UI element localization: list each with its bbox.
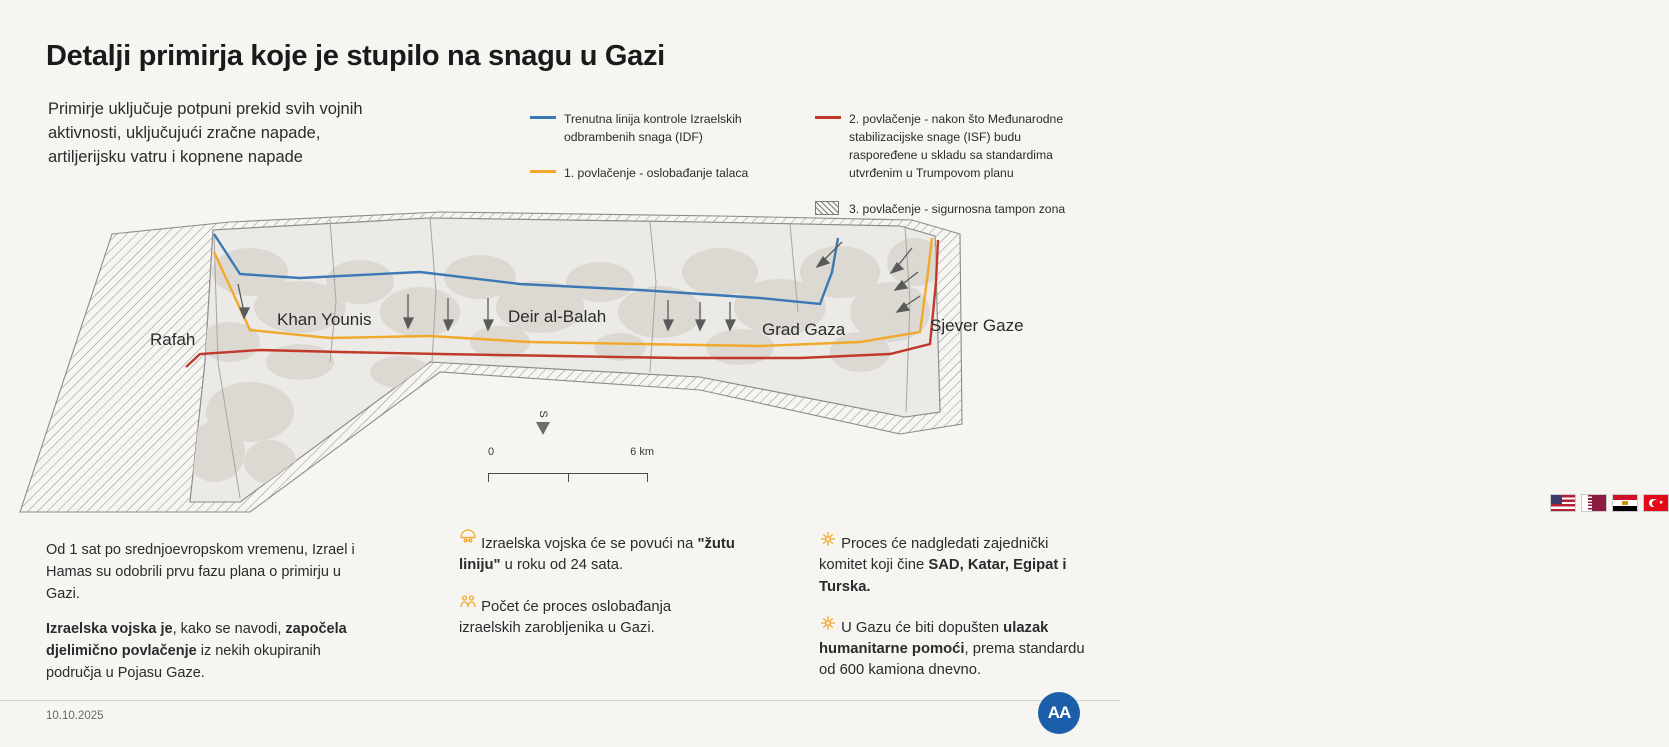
bullet-text-part1: Počet će proces oslobađanja izraelskih zarobljenika u Gazi. — [459, 598, 672, 636]
publication-date: 10.10.2025 — [46, 710, 104, 722]
bullet-text-part1: Proces će nadgledati zajednički komitet koji čine — [819, 536, 1049, 574]
bullet-withdrawal — [415, 530, 735, 577]
legend-label: Trenutna linija kontrole Izraelskih odbrambenih snaga (IDF) — [564, 112, 742, 144]
legend-item-second-withdrawal — [815, 110, 1090, 182]
bottom-left-text — [46, 540, 366, 699]
bullet-text — [459, 536, 735, 573]
bullet-text-bold: "žutu liniju" — [459, 536, 735, 574]
city-label-sjever-gaze: Sjever Gaze — [930, 316, 1024, 335]
legend-label: 2. povlačenje - nakon što Međunarodne stabilizacijske snage (ISF) budu raspoređene u skladu sa standardima utvrđenim u Trumpovom planu — [849, 112, 1064, 180]
agency-logo: AA — [1038, 692, 1080, 734]
legend-label: 3. povlačenje - sigurnosna tampon zona — [849, 202, 1066, 216]
text-mid: , kako se navodi, — [172, 621, 286, 638]
compass-north-label: S — [537, 410, 549, 418]
bullet-committee — [775, 530, 1095, 598]
scale-min-label: 0 — [488, 446, 495, 458]
legend-item-first-withdrawal — [530, 164, 780, 182]
bullet-text — [819, 536, 1067, 595]
bullet-text-part2: u roku od 24 sata. — [500, 557, 624, 574]
egypt-flag-icon — [1612, 494, 1638, 512]
bullet-aid — [775, 614, 1095, 682]
bullet-text — [459, 599, 671, 636]
blue-line-swatch-icon — [530, 116, 556, 119]
city-label-rafah: Rafah — [150, 330, 196, 349]
orange-line-swatch-icon — [530, 170, 556, 173]
city-label-grad-gaza: Grad Gaza — [762, 320, 846, 339]
text-end: iz nekih okupiranih područja u Pojasu Gaze. — [46, 643, 321, 681]
bullet-text — [819, 620, 1085, 679]
qatar-flag-icon — [1581, 494, 1607, 512]
legend-label: 1. povlačenje - oslobađanje talaca — [564, 166, 749, 180]
bottom-left-paragraph-1: Od 1 sat po srednjoevropskom vremenu, Izrael i Hamas su odobrili prvu fazu plana o primirju u Gazi. — [46, 542, 355, 602]
turkey-flag-icon: ★ — [1643, 494, 1669, 512]
us-flag-icon — [1550, 494, 1576, 512]
city-label-deir-al-balah: Deir al-Balah — [508, 307, 607, 326]
legend-column-1 — [530, 110, 780, 200]
bottom-section — [0, 500, 1664, 710]
flag-row — [1550, 494, 1669, 512]
bullet-text-part1: Izraelska vojska će se povući na — [481, 536, 698, 552]
footer-divider — [0, 700, 1120, 701]
red-line-swatch-icon — [815, 116, 841, 119]
bottom-middle-bullets — [415, 530, 735, 655]
map-scale-bar — [488, 446, 654, 482]
bullet-text-bold: SAD, Katar, Egipat i Turska. — [819, 557, 1067, 595]
compass — [526, 408, 560, 435]
bold-partial-withdrawal: započela djelimično povlačenje — [46, 621, 347, 659]
page-subtitle: Primirje uključuje potpuni prekid svih vojnih aktivnosti, uključujući zračne napade, artiljerijsku vatru i kopnene napade — [48, 100, 363, 166]
committee-icon — [819, 536, 841, 552]
legend-item-idf-line — [530, 110, 780, 146]
bullet-prisoners — [415, 593, 735, 640]
city-label-khan-younis: Khan Younis — [277, 310, 372, 329]
page-title: Detalji primirja koje je stupilo na snagu u Gazi — [46, 40, 665, 72]
aid-icon — [819, 620, 841, 636]
bottom-left-paragraph-2 — [46, 619, 366, 684]
scale-max-label: 6 km — [630, 446, 654, 458]
bullet-text-part1: U Gazu će biti dopušten — [841, 619, 1004, 636]
prisoners-icon — [459, 599, 481, 615]
bullet-text-bold: ulazak humanitarne pomoći — [819, 619, 1049, 658]
bullet-text-part2: , prema standardu od 600 kamiona dnevno. — [819, 641, 1085, 679]
withdrawal-icon — [459, 536, 481, 552]
bottom-right-bullets — [775, 500, 1664, 698]
bold-israeli-army: Izraelska vojska je — [46, 621, 173, 638]
